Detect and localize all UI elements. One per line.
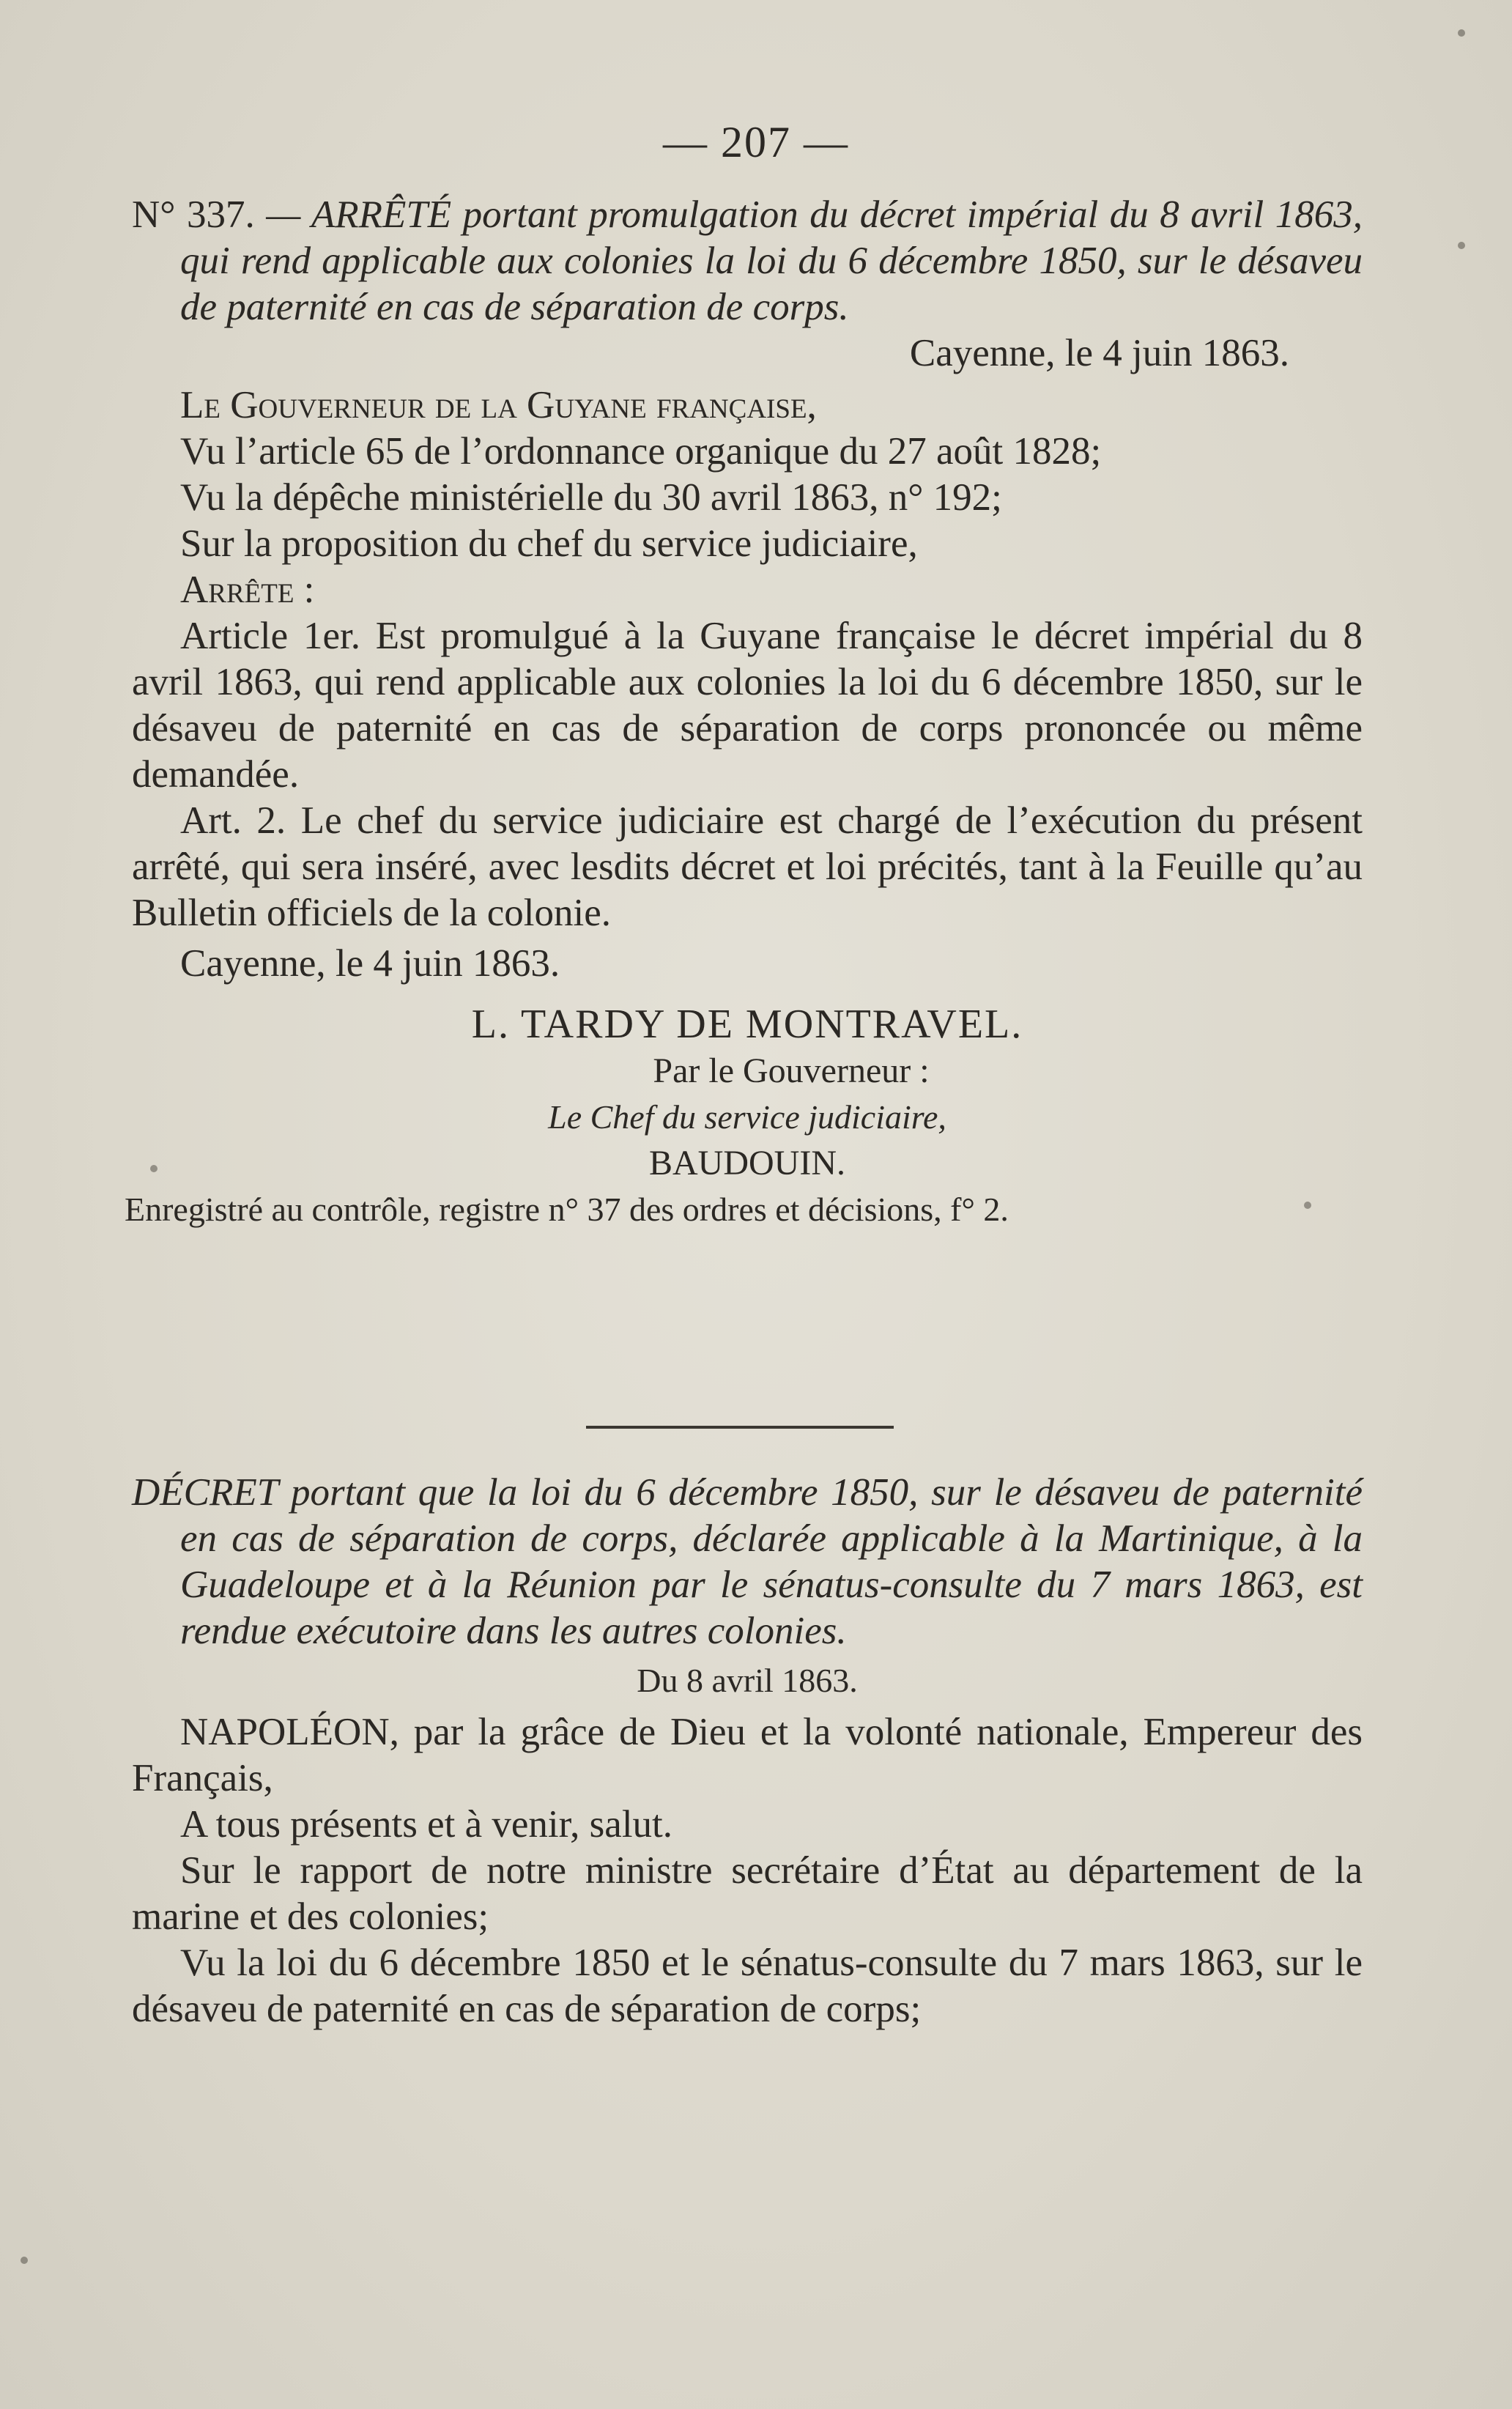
governor-heading: Le Gouverneur de la Guyane française, — [180, 384, 817, 426]
paper-speck — [150, 1165, 158, 1172]
decret-section — [132, 1470, 1363, 2032]
chief-name: BAUDOUIN. — [649, 1144, 845, 1183]
decret-consideration-1: Sur le rapport de notre ministre secrétaire d’État au département de la marine et des colonies; — [132, 1849, 1363, 1938]
arrete-title-text: — ARRÊTÉ portant promulgation du décret impérial du 8 avril 1863, qui rend applicable aux colonies la loi du 6 décembre 1850, sur le désaveu de paternité en cas de séparation de corps. — [180, 193, 1363, 328]
decret-preamble: NAPOLÉON, par la grâce de Dieu et la volonté nationale, Empereur des Français, — [132, 1711, 1363, 1799]
arrete-place-date: Cayenne, le 4 juin 1863. — [909, 332, 1289, 374]
chief-title: Le Chef du service judiciaire, — [548, 1098, 946, 1136]
page-number: — 207 — — [663, 118, 849, 166]
decret-consideration-2: Vu la loi du 6 décembre 1850 et le sénatus-consulte du 7 mars 1863, sur le désaveu de paternité en cas de séparation de corps; — [132, 1942, 1363, 2030]
closing-place-date: Cayenne, le 4 juin 1863. — [180, 942, 560, 985]
paper-speck — [21, 2257, 28, 2264]
signatory: L. TARDY DE MONTRAVEL. — [471, 1002, 1023, 1047]
section-divider — [586, 1426, 894, 1429]
decret-salut: A tous présents et à venir, salut. — [180, 1803, 673, 1846]
paper-speck — [1458, 29, 1465, 37]
paper-speck — [1458, 242, 1465, 249]
registration-note: Enregistré au contrôle, registre n° 37 des ordres et décisions, f° 2. — [125, 1191, 1009, 1228]
arrete-section — [125, 192, 1363, 1232]
consideration-1: Vu l’article 65 de l’ordonnance organique du 27 août 1828; — [180, 430, 1102, 473]
consideration-2: Vu la dépêche ministérielle du 30 avril 1863, n° 192; — [180, 476, 1002, 519]
article-2: Art. 2. Le chef du service judiciaire est chargé de l’exécution du présent arrêté, qui sera inséré, avec lesdits décret et loi précités, tant à la Feuille qu’au Bulletin officiels de la colonie. — [132, 799, 1363, 934]
decret-date: Du 8 avril 1863. — [637, 1662, 858, 1699]
by-governor: Par le Gouverneur : — [653, 1051, 930, 1090]
arrete-number: N° 337. — [132, 193, 255, 236]
decret-title: DÉCRET portant que la loi du 6 décembre 1850, sur le désaveu de paternité en cas de séparation de corps, déclarée applicable à la Martinique, à la Guadeloupe et à la Réunion par le sénatus-consulte du 7 mars 1863, est rendue exécutoire dans les autres colonies. — [132, 1471, 1363, 1652]
article-1: Article 1er. Est promulgué à la Guyane française le décret impérial du 8 avril 1863, qui rend applicable aux colonies la loi du 6 décembre 1850, sur le désaveu de paternité en cas de séparation de corps prononcée ou même demandée. — [132, 615, 1363, 796]
arrete-title — [132, 192, 1363, 330]
consideration-3: Sur la proposition du chef du service judiciaire, — [180, 522, 918, 565]
paper-speck — [1304, 1202, 1311, 1209]
arrete-label: Arrête : — [180, 569, 315, 611]
